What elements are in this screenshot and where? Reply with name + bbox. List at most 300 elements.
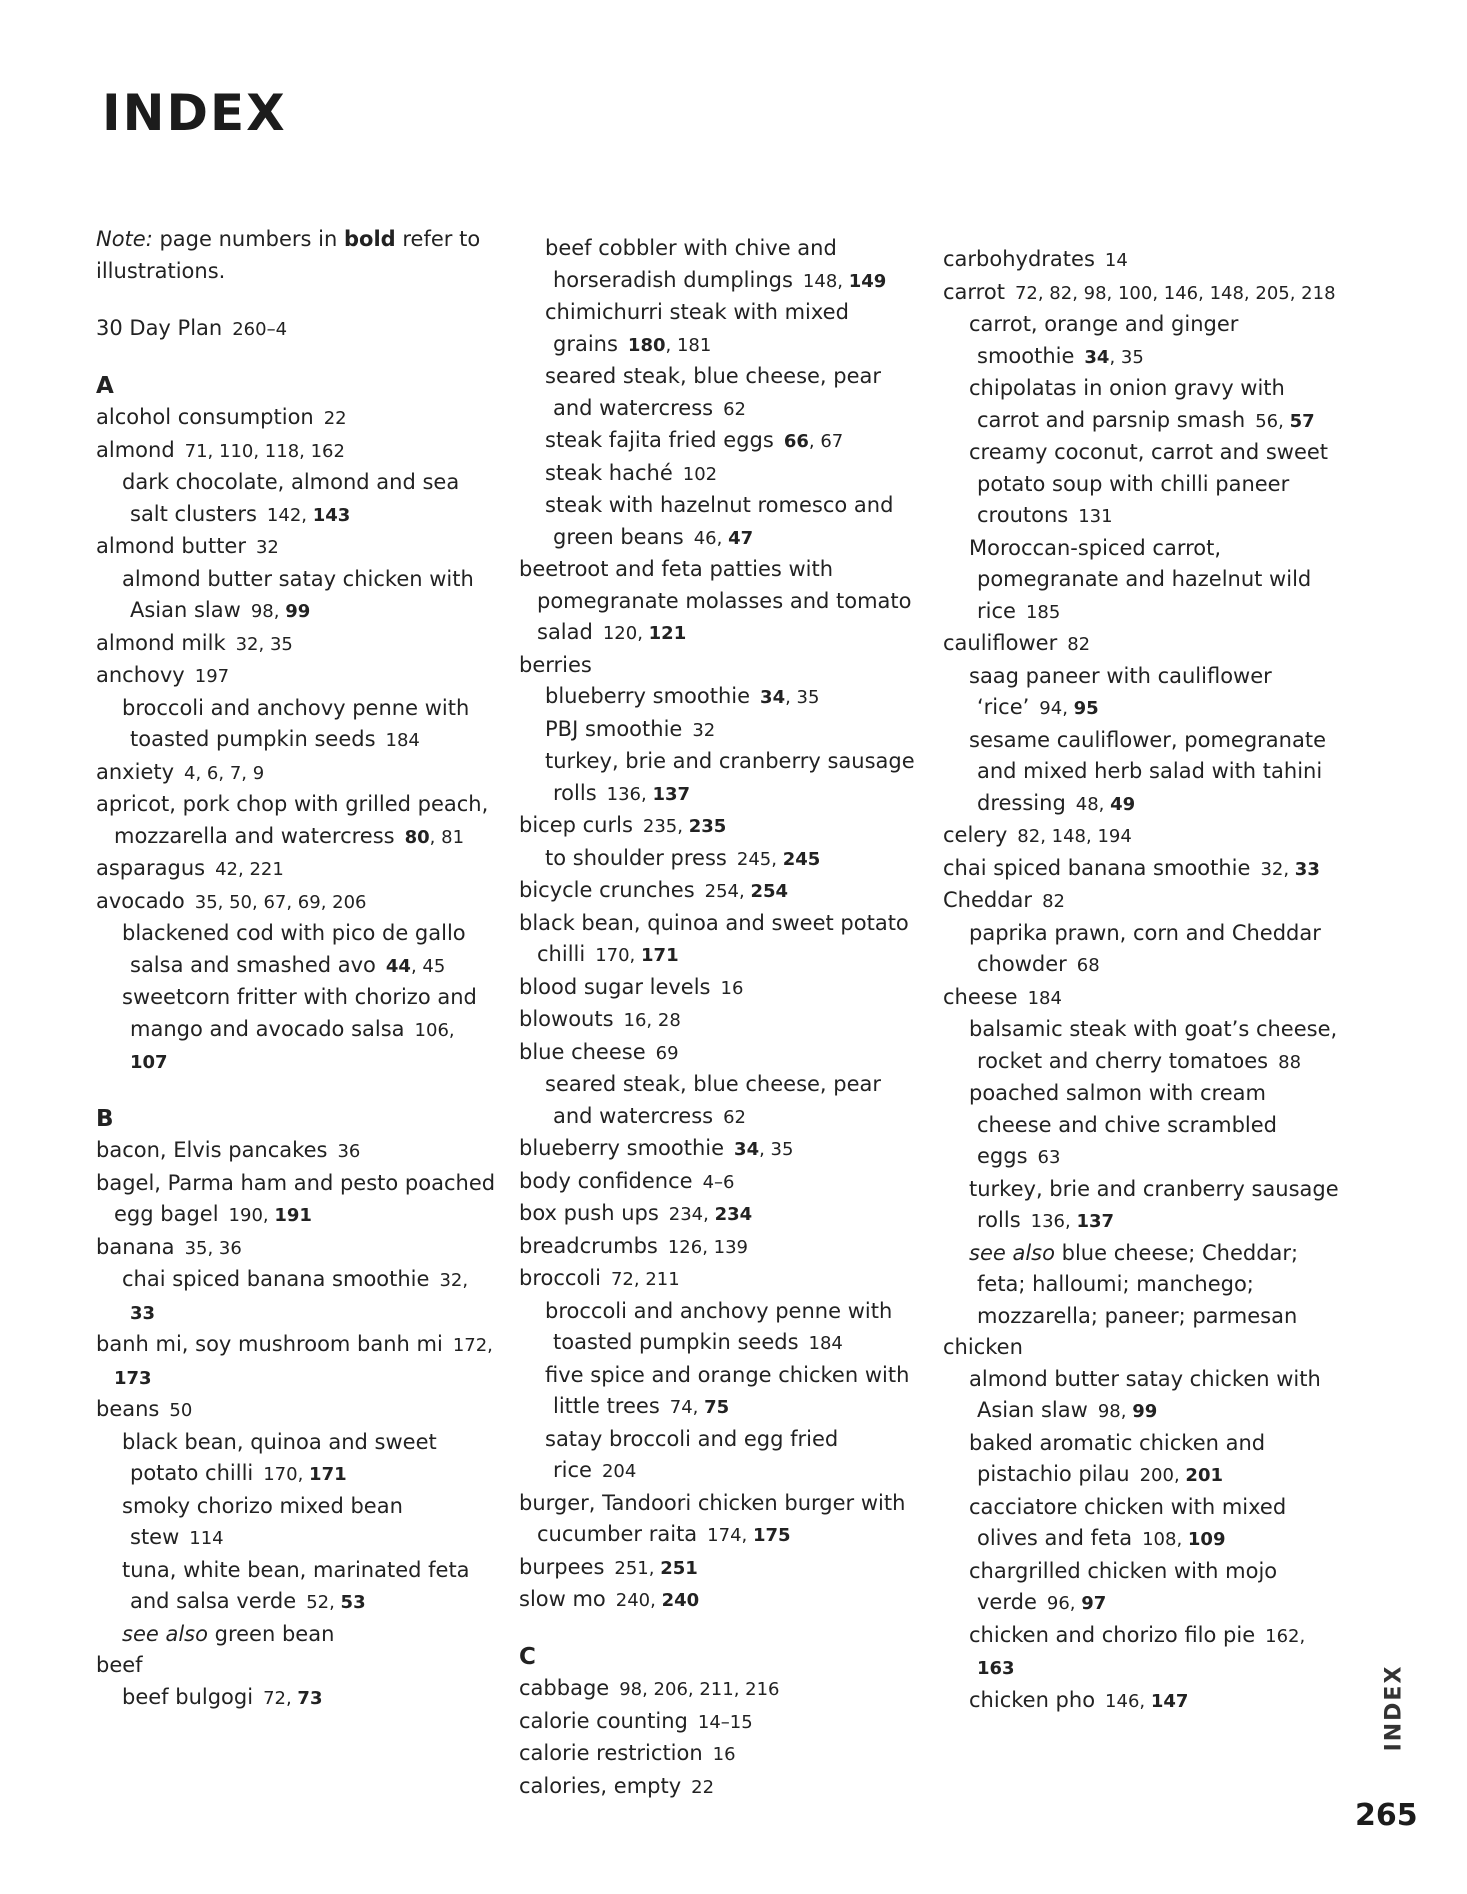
entry-term: seared steak, blue cheese, pear and watercress	[545, 1072, 882, 1128]
entry-page-numbers: 106,	[414, 1019, 455, 1041]
index-entry	[519, 1771, 919, 1804]
index-subentry	[527, 843, 919, 876]
entry-page-numbers: 32,	[439, 1270, 469, 1291]
entry-term: smoky chorizo mixed bean stew	[122, 1493, 403, 1549]
entry-page-numbers: 32	[692, 719, 716, 741]
entry-term: cheese	[943, 984, 1018, 1009]
entry-term: steak with hazelnut romesco and green beans	[545, 493, 894, 549]
entry-pages	[1098, 1401, 1157, 1422]
entry-page-numbers: 184	[385, 730, 420, 751]
entry-pages	[1076, 794, 1135, 815]
entry-page-numbers: 234,	[668, 1204, 715, 1225]
entry-term: saag paneer with cauliflower ‘rice’	[969, 663, 1272, 719]
entry-term: dark chocolate, almond and sea salt clusters	[122, 470, 460, 526]
index-letter-heading: B	[96, 1105, 114, 1132]
entry-illustration-page: 73	[297, 1687, 323, 1709]
entry-term: bicycle crunches	[519, 878, 695, 902]
index-subentry	[951, 918, 1343, 982]
entry-term: breadcrumbs	[519, 1233, 658, 1258]
index-entry	[519, 1706, 919, 1739]
entry-illustration-page: 191	[274, 1205, 312, 1226]
entry-pages	[1078, 506, 1112, 527]
entry-pages	[669, 1204, 752, 1225]
entry-pages	[1026, 602, 1060, 623]
entry-term: almond butter satay chicken with Asian slaw	[969, 1366, 1321, 1422]
entry-term: broccoli	[519, 1266, 601, 1290]
index-entry	[96, 628, 496, 661]
index-subentry	[951, 1620, 1343, 1685]
index-entry	[519, 1552, 919, 1585]
index-subentry	[104, 1427, 496, 1491]
entry-page-numbers: 170,	[263, 1464, 310, 1485]
entry-pages	[1105, 250, 1128, 271]
entry-page-numbers: 22	[323, 408, 347, 429]
note-suffix: refer to illustrations.	[96, 227, 481, 283]
entry-term: tuna, white bean, marinated feta and salsa verde	[122, 1557, 470, 1613]
entry-term: chimichurri steak with mixed grains	[545, 300, 849, 356]
index-entry	[519, 1166, 919, 1199]
entry-pages	[614, 1558, 697, 1579]
entry-term: baked aromatic chicken and pistachio pilau	[969, 1430, 1266, 1486]
entries-column-1	[96, 371, 496, 1715]
entry-pages	[1278, 1052, 1301, 1073]
entry-term: balsamic steak with goat’s cheese, rocket and cherry tomatoes	[969, 1017, 1338, 1073]
entry-illustration-page: 137	[1076, 1211, 1115, 1232]
entry-term: almond butter satay chicken with Asian slaw	[122, 566, 474, 622]
entry-pages	[215, 859, 284, 880]
entry-term: beef bulgogi	[122, 1684, 254, 1709]
entry-page-numbers: 4–6	[702, 1171, 735, 1193]
entry-page-numbers: 170,	[595, 945, 642, 966]
entry-term: celery	[943, 823, 1008, 847]
entry-pages	[1140, 1465, 1223, 1486]
entry-term: turkey, brie and cranberry sausage rolls	[545, 749, 915, 805]
entry-pages	[683, 464, 717, 485]
index-entry	[943, 628, 1343, 661]
index-entry	[519, 1198, 919, 1231]
entry-pages	[1255, 411, 1314, 432]
entry-term: blueberry smoothie	[545, 684, 751, 708]
entry-page-numbers: 32,	[1260, 858, 1295, 880]
entry-page-numbers: 35, 50, 67, 69, 206	[194, 891, 367, 913]
entry-term: box push ups	[519, 1201, 659, 1225]
entry-illustration-page: 97	[1081, 1593, 1107, 1614]
entry-term: seared steak, blue cheese, pear and watercress	[545, 364, 882, 420]
entry-page-numbers-extra: , 35	[759, 1139, 794, 1160]
entry-term: black bean, quinoa and sweet potato chilli	[519, 910, 909, 966]
entry-pages	[619, 1679, 779, 1700]
entry-page-numbers: 82	[1042, 891, 1065, 912]
entry-page-numbers: 88	[1278, 1051, 1302, 1073]
entry-illustration-page: 34	[1084, 346, 1110, 368]
index-entry	[96, 531, 496, 564]
entry-term: blowouts	[519, 1007, 614, 1031]
entry-pages	[1067, 634, 1090, 655]
index-entry	[943, 277, 1343, 310]
index-subentry	[951, 725, 1343, 821]
index-column-2	[519, 233, 919, 1803]
entry-illustration-page: 180	[627, 334, 666, 356]
entry-pages	[229, 1205, 312, 1226]
entry-pages	[405, 827, 464, 848]
entry-page-numbers: 14	[1104, 250, 1128, 271]
entry-term: blue cheese; Cheddar; feta; halloumi; manchego; mozzarella; paneer; parmesan	[977, 1240, 1299, 1328]
entry-pages	[713, 1744, 736, 1765]
plan-entry	[96, 313, 496, 346]
index-subentry	[527, 458, 919, 491]
entry-pages	[236, 634, 293, 655]
index-subentry	[104, 1555, 496, 1619]
entry-page-numbers: 136,	[1030, 1211, 1077, 1232]
note-middle: page numbers in	[152, 227, 344, 251]
entries-column-3	[943, 244, 1343, 1717]
index-entry	[519, 1584, 919, 1617]
entry-term: sweetcorn fritter with chorizo and mango and avocado salsa	[122, 985, 477, 1041]
entry-term: bacon, Elvis pancakes	[96, 1138, 328, 1162]
entry-pages	[694, 528, 753, 549]
entry-pages	[603, 623, 686, 644]
entry-term: steak haché	[545, 460, 673, 485]
entry-page-numbers: 69	[655, 1042, 679, 1064]
entry-term: beetroot and feta patties with pomegranate molasses and tomato salad	[519, 557, 912, 644]
entry-illustration-page: 66	[783, 431, 809, 452]
entry-pages	[1077, 955, 1100, 976]
index-subentry	[951, 1078, 1343, 1174]
entry-pages	[1031, 1211, 1114, 1232]
entry-page-numbers: 72, 82, 98, 100, 146, 148, 205, 218	[1014, 282, 1336, 304]
entry-illustration-page: 175	[752, 1525, 791, 1546]
entry-illustration-page: 107	[130, 1052, 168, 1073]
entry-page-numbers: 136,	[606, 783, 653, 805]
index-entry	[519, 1133, 919, 1166]
entry-term: green bean	[207, 1621, 335, 1646]
index-entry	[96, 886, 496, 919]
entry-term: chai spiced banana smoothie	[943, 855, 1251, 880]
index-subentry	[951, 437, 1343, 533]
index-subentry	[951, 661, 1343, 725]
entry-pages	[251, 601, 310, 622]
index-entry	[519, 1004, 919, 1037]
entry-pages	[723, 399, 746, 420]
index-entry	[519, 1037, 919, 1070]
entry-term: blueberry smoothie	[519, 1136, 725, 1160]
index-subentry	[104, 1491, 496, 1555]
index-entry	[96, 660, 496, 693]
entry-term: carrot	[943, 279, 1005, 304]
entry-illustration-page: 240	[661, 1590, 700, 1611]
entry-illustration-page: 44	[385, 955, 411, 977]
entry-term: burger, Tandoori chicken burger with cucumber raita	[519, 1490, 906, 1546]
index-entry	[519, 908, 919, 972]
entry-page-numbers: 16	[720, 977, 744, 999]
index-entry	[519, 875, 919, 908]
plan-pages: 260–4	[232, 319, 288, 340]
entry-term: chicken and chorizo filo pie	[969, 1622, 1256, 1647]
note-bold: bold	[344, 227, 396, 251]
entry-page-numbers: 114	[189, 1528, 224, 1549]
entry-page-numbers: 42, 221	[215, 859, 284, 880]
entry-page-numbers: 16	[712, 1744, 736, 1765]
entry-term: cabbage	[519, 1676, 610, 1700]
entry-page-numbers: 146,	[1105, 1690, 1151, 1712]
index-column-1	[96, 224, 496, 1714]
plan-label: 30 Day Plan	[96, 316, 223, 340]
entry-pages	[1142, 1529, 1225, 1550]
entry-term: chicken	[943, 1335, 1023, 1359]
entry-illustration-page: 53	[340, 1592, 366, 1613]
index-subentry	[951, 1492, 1343, 1556]
entry-illustration-page: 33	[130, 1302, 156, 1324]
index-subentry	[104, 918, 496, 982]
entry-pages	[760, 687, 819, 708]
index-entry	[943, 982, 1343, 1015]
entry-term: five spice and orange chicken with little trees	[545, 1362, 910, 1418]
entry-illustration-page: 47	[728, 527, 754, 549]
index-subentry	[951, 533, 1343, 629]
index-subentry	[951, 1364, 1343, 1428]
entry-illustration-page: 75	[704, 1397, 730, 1418]
entry-pages	[184, 763, 264, 784]
entry-page-numbers: 172,	[452, 1335, 493, 1356]
index-entry	[96, 1329, 496, 1394]
entry-page-numbers-extra: , 35	[785, 687, 820, 708]
entry-pages	[809, 1333, 843, 1354]
entry-page-numbers: 245,	[736, 848, 783, 870]
entry-page-numbers: 32, 35	[235, 633, 293, 655]
entry-term: beans	[96, 1397, 160, 1421]
entry-page-numbers: 102	[682, 463, 718, 485]
entry-page-numbers: 200,	[1139, 1465, 1186, 1486]
index-entry	[96, 789, 496, 853]
entry-page-numbers-extra: , 45	[410, 955, 446, 977]
entry-term: calorie restriction	[519, 1741, 703, 1765]
entry-pages	[1047, 1593, 1106, 1614]
entry-pages	[707, 1525, 790, 1546]
index-note	[96, 224, 496, 287]
entry-term: to shoulder press	[545, 845, 727, 870]
index-subentry	[951, 373, 1343, 437]
index-entry	[96, 853, 496, 886]
entry-term: calories, empty	[519, 1773, 682, 1798]
index-subentry	[527, 490, 919, 554]
entry-term: beef cobbler with chive and horseradish dumplings	[545, 236, 837, 292]
entry-page-numbers: 62	[723, 1106, 746, 1128]
entry-illustration-page: 201	[1185, 1465, 1223, 1486]
entry-page-numbers: 36	[337, 1141, 361, 1162]
index-entry	[96, 757, 496, 790]
entry-page-numbers: 71, 110, 118, 162	[184, 440, 345, 462]
entry-page-numbers: 98,	[250, 601, 286, 622]
entry-term: almond butter	[96, 534, 246, 558]
entry-term: anxiety	[96, 759, 175, 784]
index-subentry	[951, 309, 1343, 373]
entry-term: chipolatas in onion gravy with carrot and parsnip smash	[969, 376, 1285, 432]
entry-pages	[734, 1139, 793, 1160]
entry-pages	[337, 1141, 360, 1162]
entry-page-numbers-extra: , 35	[1109, 346, 1144, 368]
entry-illustration-page: 49	[1110, 793, 1136, 815]
entry-page-numbers: 50	[169, 1400, 193, 1421]
entry-term: almond milk	[96, 630, 226, 655]
index-subentry	[104, 1619, 496, 1651]
entry-pages	[195, 666, 229, 687]
entry-page-numbers: 251,	[614, 1557, 661, 1579]
entry-page-numbers-extra: , 67	[808, 431, 844, 452]
entry-term: sesame cauliflower, pomegranate and mixed herb salad with tahini dressing	[969, 727, 1326, 815]
entry-pages	[607, 784, 690, 805]
entry-page-numbers: 184	[1027, 987, 1062, 1009]
index-entry	[519, 1673, 919, 1706]
entry-term: bicep curls	[519, 813, 633, 837]
index-letter-heading: A	[96, 372, 114, 399]
index-subentry	[104, 982, 496, 1079]
index-subentry	[104, 1264, 496, 1329]
entry-term: banana	[96, 1234, 175, 1259]
entry-pages	[803, 271, 886, 292]
entry-pages	[324, 408, 347, 429]
entry-term: Moroccan-spiced carrot, pomegranate and hazelnut wild rice	[969, 535, 1312, 623]
entry-pages	[670, 1397, 729, 1418]
entry-term: banh mi, soy mushroom banh mi	[96, 1332, 443, 1356]
index-subentry	[104, 564, 496, 628]
entry-pages	[195, 892, 367, 913]
see-also-label: see also	[969, 1240, 1055, 1265]
index-subentry	[951, 1174, 1343, 1238]
entry-page-numbers: 148,	[802, 270, 849, 292]
entry-page-numbers-extra: , 81	[429, 826, 465, 848]
index-subentry	[104, 467, 496, 531]
page-number: 265	[1355, 1798, 1418, 1833]
entry-pages	[306, 1592, 365, 1613]
index-entry	[519, 650, 919, 682]
entry-pages	[1015, 283, 1336, 304]
entry-pages	[386, 956, 445, 977]
entry-page-numbers: 235,	[642, 816, 689, 837]
entry-page-numbers: 96,	[1046, 1593, 1082, 1614]
entry-illustration-page: 34	[760, 687, 786, 708]
entry-page-numbers: 48,	[1075, 793, 1111, 815]
page-title: INDEX	[102, 84, 287, 142]
entry-page-numbers: 62	[723, 398, 746, 420]
entry-term: paprika prawn, corn and Cheddar chowder	[969, 920, 1321, 976]
entry-page-numbers: 68	[1076, 955, 1100, 976]
entry-page-numbers: 190,	[228, 1205, 275, 1226]
entry-pages	[267, 505, 350, 526]
entry-term: cauliflower	[943, 631, 1058, 655]
entry-term: chicken pho	[969, 1687, 1096, 1712]
see-also-label: see also	[122, 1621, 208, 1646]
index-subentry	[527, 714, 919, 747]
entry-pages	[185, 441, 345, 462]
entry-pages	[616, 1590, 699, 1611]
entry-page-numbers: 98,	[1097, 1401, 1133, 1422]
index-entry	[519, 1263, 919, 1296]
index-subentry	[951, 1238, 1343, 1333]
entry-page-numbers: 74,	[669, 1397, 705, 1418]
entry-term: asparagus	[96, 856, 206, 880]
entry-term: chai spiced banana smoothie	[122, 1267, 430, 1291]
entry-term: PBJ smoothie	[545, 716, 683, 741]
entry-illustration-page: 137	[652, 783, 691, 805]
index-entry	[943, 820, 1343, 853]
index-subentry	[527, 1424, 919, 1488]
entry-page-numbers: 16, 28	[623, 1010, 681, 1031]
index-entry	[943, 244, 1343, 277]
entry-page-numbers: 184	[808, 1333, 843, 1354]
index-subentry	[951, 1428, 1343, 1492]
entry-term: blackened cod with pico de gallo salsa and smashed avo	[122, 921, 466, 977]
index-subentry	[527, 681, 919, 714]
entry-page-numbers: 4, 6, 7, 9	[184, 762, 265, 784]
entry-illustration-page: 95	[1073, 698, 1099, 719]
entry-page-numbers: 108,	[1142, 1529, 1188, 1550]
entry-illustration-page: 251	[660, 1557, 698, 1579]
index-entry	[943, 853, 1343, 886]
entry-page-numbers-extra: , 181	[665, 334, 712, 356]
index-entry	[96, 435, 496, 468]
entry-illustration-page: 109	[1187, 1529, 1226, 1550]
entry-pages	[1039, 698, 1098, 719]
index-letter-heading: C	[519, 1643, 536, 1670]
index-column-3	[943, 244, 1343, 1717]
entry-page-numbers: 63	[1037, 1147, 1061, 1168]
entry-term: creamy coconut, carrot and sweet potato soup with chilli paneer croutons	[969, 440, 1329, 527]
entry-pages	[703, 1172, 735, 1193]
index-subentry	[527, 1296, 919, 1360]
entry-illustration-page: 171	[641, 945, 679, 966]
index-entry	[943, 1332, 1343, 1364]
entry-illustration-page: 34	[734, 1139, 760, 1160]
entry-page-numbers: 142,	[266, 504, 313, 526]
index-entry	[519, 1488, 919, 1552]
entry-pages	[386, 730, 420, 751]
entry-term: chargrilled chicken with mojo verde	[969, 1558, 1278, 1614]
entry-term: almond	[96, 437, 175, 462]
entry-term: poached salmon with cream cheese and chive scrambled eggs	[969, 1081, 1277, 1168]
entry-term: carbohydrates	[943, 247, 1095, 271]
section-side-tab-label: INDEX	[1381, 1664, 1407, 1752]
index-subentry	[104, 1682, 496, 1715]
entry-term: burpees	[519, 1554, 605, 1579]
index-subentry	[951, 1556, 1343, 1620]
entry-term: avocado	[96, 888, 185, 913]
entry-pages	[185, 1238, 242, 1259]
entry-pages	[1105, 1691, 1188, 1712]
entry-page-numbers: 32	[255, 537, 279, 558]
entry-illustration-page: 121	[648, 623, 687, 644]
entry-term: calorie counting	[519, 1708, 688, 1733]
entry-pages	[1042, 891, 1065, 912]
entry-illustration-page: 57	[1289, 410, 1315, 432]
entry-pages	[256, 537, 279, 558]
entry-illustration-page: 171	[309, 1464, 347, 1485]
index-subentry	[527, 297, 919, 361]
entry-pages	[784, 431, 843, 452]
entry-term: black bean, quinoa and sweet potato chilli	[122, 1429, 437, 1485]
entry-page-numbers: 126, 139	[667, 1236, 748, 1258]
index-subentry	[951, 1685, 1343, 1718]
entry-pages	[1017, 826, 1132, 847]
entry-page-numbers: 204	[601, 1461, 637, 1482]
entry-page-numbers: 98, 206, 211, 216	[619, 1679, 780, 1700]
entry-pages	[602, 1461, 636, 1482]
entry-term: cacciatore chicken with mixed olives and feta	[969, 1494, 1287, 1550]
entry-pages	[691, 1777, 714, 1798]
entry-term: blue cheese	[519, 1039, 646, 1064]
entry-pages	[1084, 347, 1143, 368]
entry-page-numbers: 197	[194, 666, 230, 687]
entry-term: blood sugar levels	[519, 974, 711, 999]
